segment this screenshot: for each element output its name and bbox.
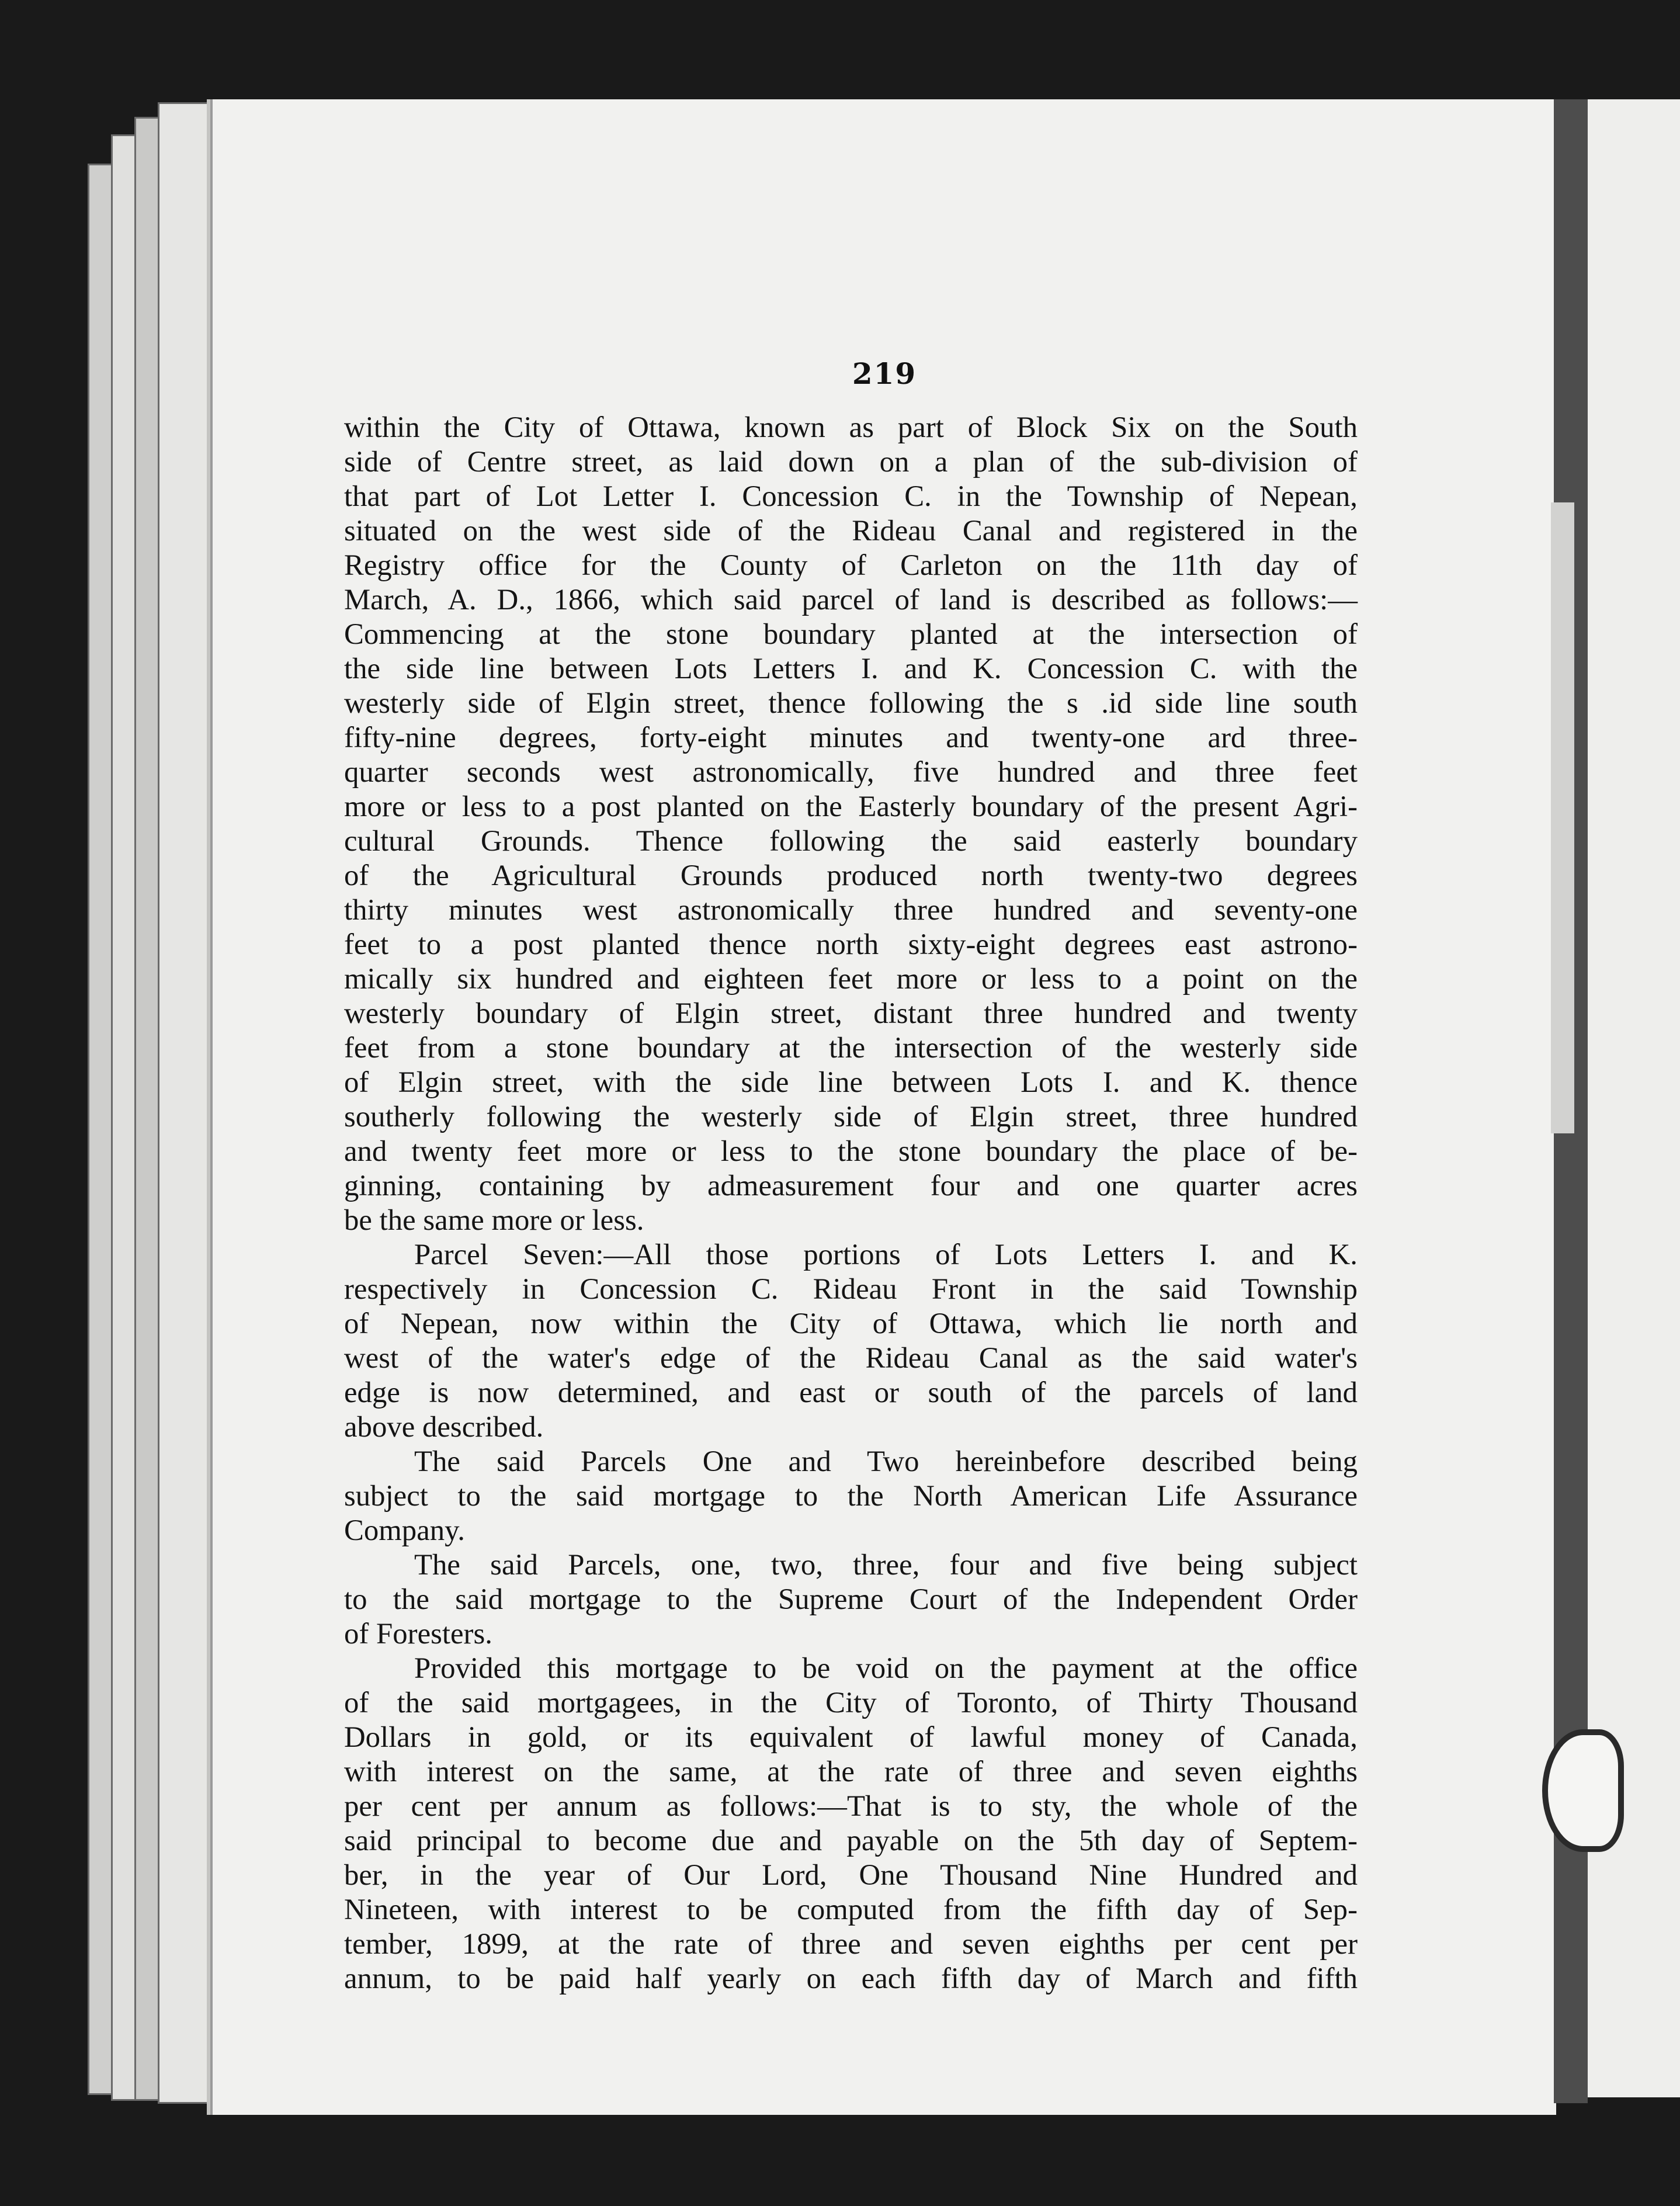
text-line: westerly boundary of Elgin street, distant three hundred and twenty (344, 997, 1358, 1029)
binding-strip (1551, 502, 1574, 1133)
text-line: with interest on the same, at the rate of three and seven eighths (344, 1755, 1358, 1788)
text-line: thirty minutes west astronomically three hundred and seventy-one (344, 893, 1358, 926)
text-line: and twenty feet more or less to the stone boundary the place of be- (344, 1135, 1358, 1167)
text-line: The said Parcels One and Two hereinbefore described being (414, 1445, 1358, 1477)
text-line: Dollars in gold, or its equivalent of lawful money of Canada, (344, 1721, 1358, 1753)
text-line: edge is now determined, and east or south of the parcels of land (344, 1376, 1358, 1409)
text-line: ginning, containing by admeasurement four and one quarter acres (344, 1169, 1358, 1202)
text-line: Nineteen, with interest to be computed from the fifth day of Sep- (344, 1893, 1358, 1926)
text-line: of Foresters. (344, 1617, 492, 1650)
text-line: quarter seconds west astronomically, five hundred and three feet (344, 755, 1358, 788)
text-line: of Nepean, now within the City of Ottawa, which lie north and (344, 1307, 1358, 1340)
text-line: Commencing at the stone boundary planted at the intersection of (344, 618, 1358, 650)
text-line: side of Centre street, as laid down on a plan of the sub-division of (344, 445, 1358, 478)
text-line: per cent per annum as follows:—That is to sty, the whole of the (344, 1789, 1358, 1822)
text-line: Registry office for the County of Carleton on the 11th day of (344, 549, 1358, 581)
document-page (210, 99, 1556, 2115)
text-line: fifty-nine degrees, forty-eight minutes and twenty-one ard three- (344, 721, 1358, 754)
text-line: of Elgin street, with the side line between Lots I. and K. thence (344, 1066, 1358, 1098)
text-line: cultural Grounds. Thence following the said easterly boundary (344, 824, 1358, 857)
text-line: within the City of Ottawa, known as part of Block Six on the South (344, 411, 1358, 443)
page-number: 219 (852, 356, 917, 391)
text-line: southerly following the westerly side of Elgin street, three hundred (344, 1100, 1358, 1133)
text-line: Company. (344, 1514, 465, 1546)
text-line: feet from a stone boundary at the intersection of the westerly side (344, 1031, 1358, 1064)
text-line: The said Parcels, one, two, three, four and five being subject (414, 1548, 1358, 1581)
text-line: subject to the said mortgage to the North American Life Assurance (344, 1479, 1358, 1512)
text-line: situated on the west side of the Rideau Canal and registered in the (344, 514, 1358, 547)
text-line: feet to a post planted thence north sixty-eight degrees east astrono- (344, 928, 1358, 960)
text-line: annum, to be paid half yearly on each fifth day of March and fifth (344, 1962, 1358, 1995)
text-line: mically six hundred and eighteen feet more or less to a point on the (344, 962, 1358, 995)
text-line: that part of Lot Letter I. Concession C. in the Township of Nepean, (344, 480, 1358, 512)
text-line: be the same more or less. (344, 1203, 644, 1236)
text-line: of the said mortgagees, in the City of Toronto, of Thirty Thousand (344, 1686, 1358, 1719)
text-line: more or less to a post planted on the Easterly boundary of the present Agri- (344, 790, 1358, 823)
binding-clip (1542, 1729, 1624, 1852)
text-line: tember, 1899, at the rate of three and seven eighths per cent per (344, 1927, 1358, 1960)
text-line: of the Agricultural Grounds produced north twenty-two degrees (344, 859, 1358, 892)
text-line: west of the water's edge of the Rideau Canal as the said water's (344, 1341, 1358, 1374)
text-line: westerly side of Elgin street, thence following the s .id side line south (344, 686, 1358, 719)
body-text (344, 410, 1358, 1996)
text-line: to the said mortgage to the Supreme Court of the Independent Order (344, 1583, 1358, 1615)
text-line: respectively in Concession C. Rideau Front in the said Township (344, 1272, 1358, 1305)
text-line: ber, in the year of Our Lord, One Thousand Nine Hundred and (344, 1858, 1358, 1891)
text-line: the side line between Lots Letters I. and K. Concession C. with the (344, 652, 1358, 685)
text-line: above described. (344, 1410, 544, 1443)
text-line: said principal to become due and payable on the 5th day of Septem- (344, 1824, 1358, 1857)
text-line: March, A. D., 1866, which said parcel of land is described as follows:— (344, 583, 1358, 616)
text-line: Provided this mortgage to be void on the payment at the office (414, 1652, 1358, 1684)
text-line: Parcel Seven:—All those portions of Lots Letters I. and K. (414, 1238, 1358, 1271)
